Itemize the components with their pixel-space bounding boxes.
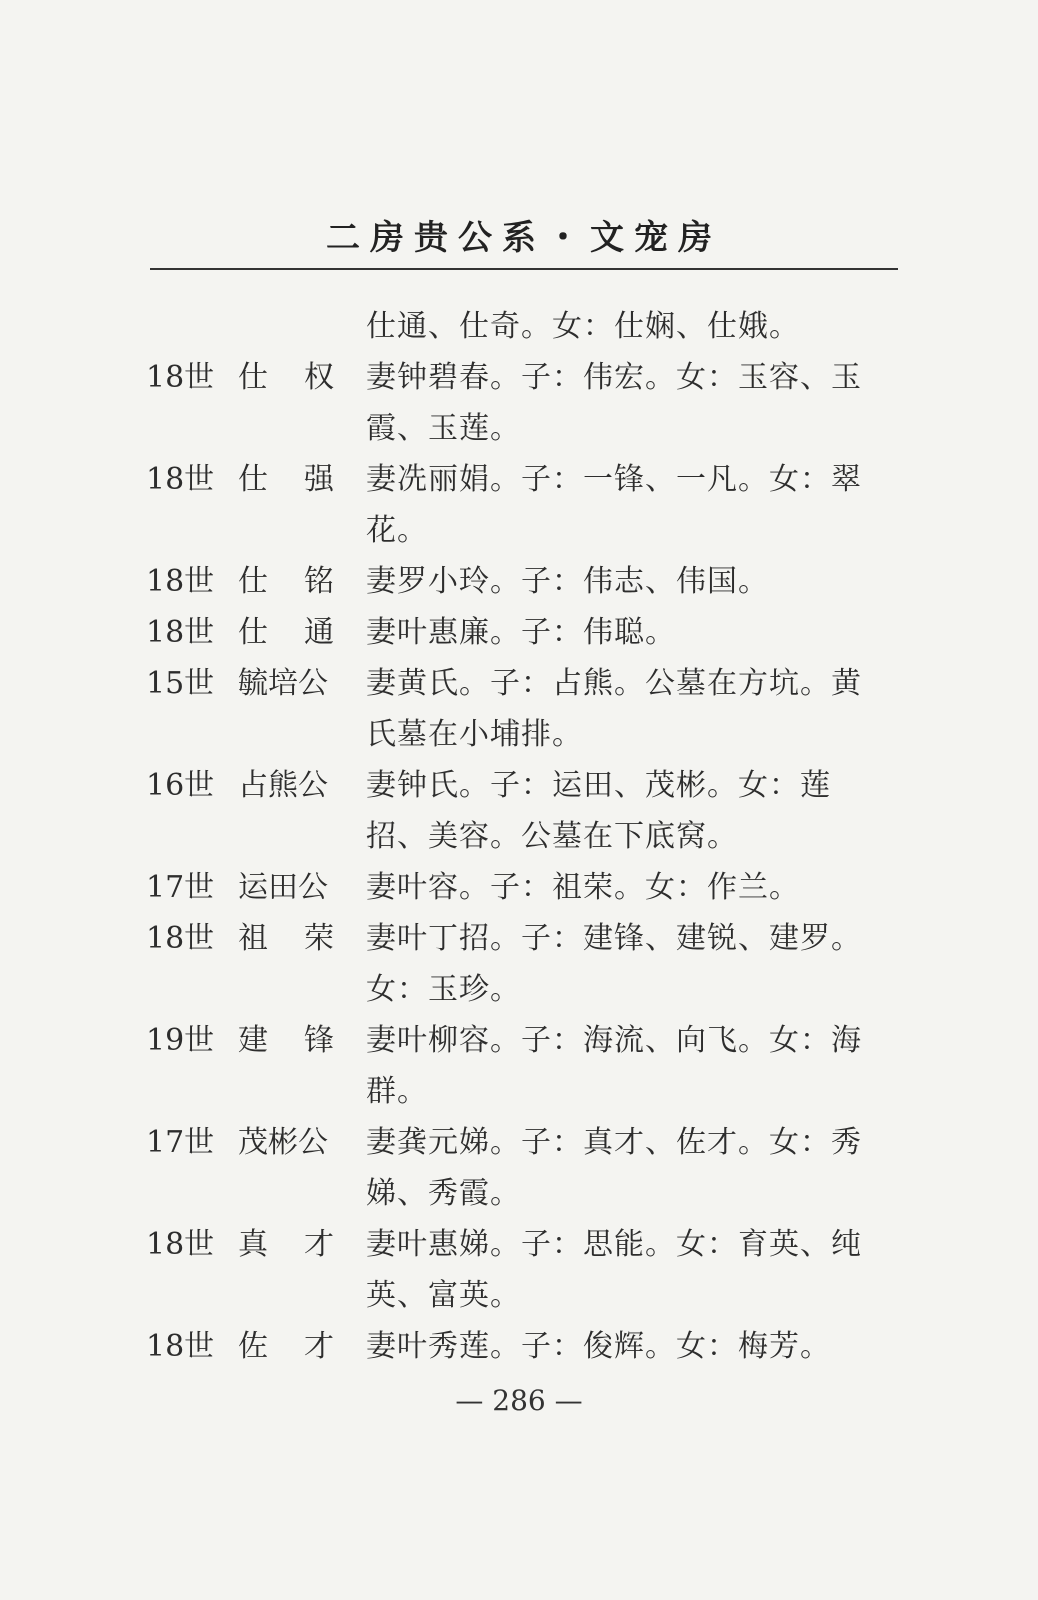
entry-text-line: 花。	[366, 513, 428, 548]
person-name: 茂彬公	[238, 1125, 328, 1160]
entry-text-line: 妻罗小玲。子：伟志、伟国。	[366, 564, 769, 599]
generation-label: 18世	[146, 1329, 215, 1364]
generation-label: 18世	[146, 564, 215, 599]
running-header: 二房贵公系・文宠房	[326, 218, 722, 258]
entry-text-line: 妻叶丁招。子：建锋、建锐、建罗。	[366, 921, 862, 956]
name-character: 荣	[304, 921, 334, 956]
name-character: 祖	[238, 921, 268, 956]
header-rule	[150, 268, 898, 270]
name-character: 真	[238, 1227, 268, 1262]
person-name	[238, 557, 334, 607]
name-character: 佐	[238, 1329, 268, 1364]
name-character: 仕	[238, 615, 268, 650]
entry-text-line: 招、美容。公墓在下底窝。	[366, 819, 738, 854]
entry-text-line: 霞、玉莲。	[366, 411, 521, 446]
name-character: 强	[304, 462, 334, 497]
generation-label: 18世	[146, 921, 215, 956]
name-character: 建	[238, 1023, 268, 1058]
entry-text-line: 妻钟氏。子：运田、茂彬。女：莲	[366, 768, 831, 803]
person-name	[238, 455, 334, 505]
entry-text-line: 群。	[366, 1074, 428, 1109]
entry-text-line: 娣、秀霞。	[366, 1176, 521, 1211]
entry-text-line: 妻叶秀莲。子：俊辉。女：梅芳。	[366, 1329, 831, 1364]
name-character: 仕	[238, 360, 268, 395]
name-character: 才	[304, 1329, 334, 1364]
entry-text-line: 氏墓在小埔排。	[366, 717, 583, 752]
person-name	[238, 353, 334, 403]
name-character: 铭	[304, 564, 334, 599]
person-name: 运田公	[238, 870, 328, 905]
name-character: 权	[304, 360, 334, 395]
generation-label: 17世	[146, 1125, 215, 1160]
name-character: 仕	[238, 564, 268, 599]
generation-label: 18世	[146, 360, 215, 395]
entry-text-line: 女：玉珍。	[366, 972, 521, 1007]
generation-label: 17世	[146, 870, 215, 905]
entry-text-line: 妻钟碧春。子：伟宏。女：玉容、玉	[366, 360, 862, 395]
entry-text-line: 妻龚元娣。子：真才、佐才。女：秀	[366, 1125, 862, 1160]
generation-label: 18世	[146, 1227, 215, 1262]
entry-text-line: 妻叶惠廉。子：伟聪。	[366, 615, 676, 650]
name-character: 通	[304, 615, 334, 650]
generation-label: 18世	[146, 615, 215, 650]
person-name	[238, 1220, 334, 1270]
name-character: 锋	[304, 1023, 334, 1058]
person-name: 占熊公	[238, 768, 328, 803]
generation-label: 18世	[146, 462, 215, 497]
name-character: 仕	[238, 462, 268, 497]
entry-text-line: 仕通、仕奇。女：仕娴、仕娥。	[366, 309, 800, 344]
page-number: — 286 —	[455, 1384, 583, 1417]
person-name	[238, 1322, 334, 1372]
entry-text-line: 妻冼丽娟。子：一锋、一凡。女：翠	[366, 462, 862, 497]
entry-text-line: 妻叶柳容。子：海流、向飞。女：海	[366, 1023, 862, 1058]
person-name: 毓培公	[238, 666, 328, 701]
generation-label: 16世	[146, 768, 215, 803]
entry-text-line: 妻叶容。子：祖荣。女：作兰。	[366, 870, 800, 905]
entry-text-line: 妻黄氏。子：占熊。公墓在方坑。黄	[366, 666, 862, 701]
entry-text-line: 妻叶惠娣。子：思能。女：育英、纯	[366, 1227, 862, 1262]
person-name	[238, 914, 334, 964]
person-name	[238, 608, 334, 658]
generation-label: 19世	[146, 1023, 215, 1058]
name-character: 才	[304, 1227, 334, 1262]
entry-text-line: 英、富英。	[366, 1278, 521, 1313]
generation-label: 15世	[146, 666, 215, 701]
person-name	[238, 1016, 334, 1066]
